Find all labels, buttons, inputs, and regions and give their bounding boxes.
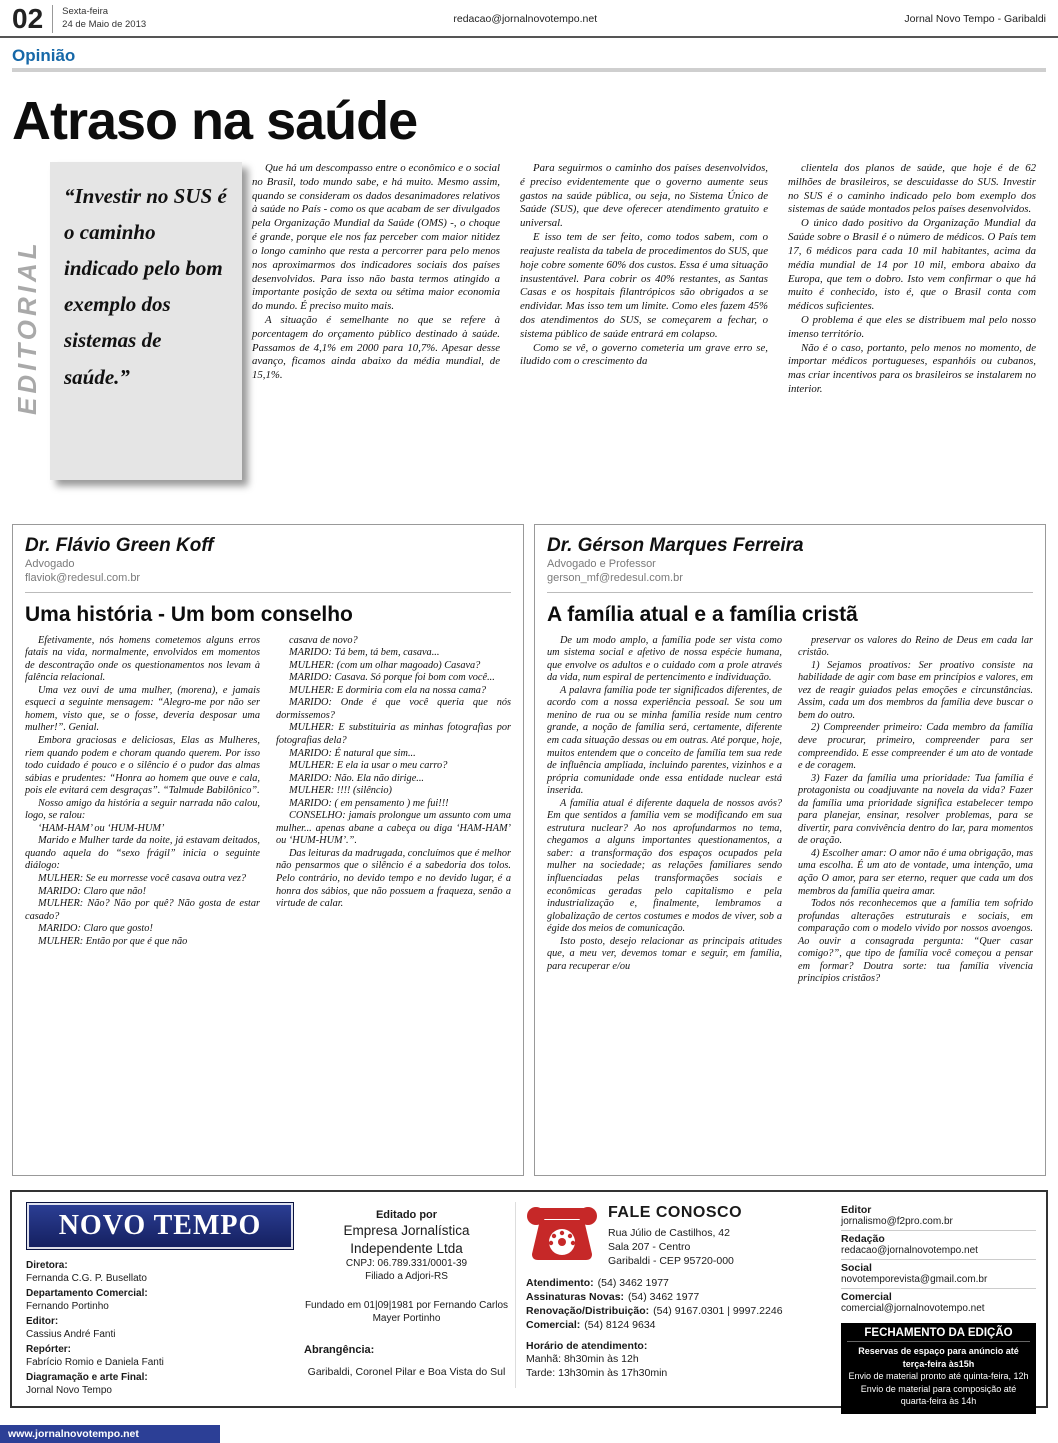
paragraph: Como se vê, o governo cometeria um grave erro se, iludido com o crescimento da: [520, 341, 768, 368]
footer-brand-column: [26, 1202, 294, 1396]
paragraph: MARIDO: Não. Ela não dirige...: [289, 772, 424, 784]
author-name: Dr. Flávio Green Koff: [25, 535, 214, 556]
paragraph: 4) Escolher amar: O amor não é uma obrigação, mas uma escolha. É um ato de vontade, uma intenção, uma ação O amor, para ser eterno, requer que cada um dos membros da família queira amar.: [798, 847, 1033, 897]
paragraph: MULHER: Então por que é que não: [38, 935, 188, 947]
paragraph: clientela dos planos de saúde, que hoje é de 62 milhões de brasileiros, se descuidasse do SUS. Investir no SUS é o caminho indicado pelo bom exemplo dos sistemas de saúde montados pelos países desenvolvidos.: [788, 162, 1036, 216]
paragraph: MARIDO: Tá bem, tá bem, casava...: [289, 647, 440, 659]
item-value: Fernanda C.G. P. Busellato: [26, 1272, 147, 1284]
footer: [10, 1190, 1048, 1408]
paragraph: Das leituras da madrugada, concluímos que é melhor não pensarmos que o silêncio é a sabedoria dos tolos. Pelo contrário, no devido tempo e no devido lugar, é a honra dos sábios, que não possuem a fraqueza, senão a virtude de calar.: [276, 847, 511, 910]
novo-tempo-logo: NOVO TEMPO: [26, 1202, 294, 1250]
footer-publisher-column: [304, 1202, 516, 1388]
paragraph: MARIDO: Claro que gosto!: [38, 923, 153, 935]
item-value: Fabrício Romio e Daniela Fanti: [26, 1356, 164, 1368]
item-label: Renovação/Distribuição:: [526, 1304, 650, 1317]
paper-name: Jornal Novo Tempo - Garibaldi: [904, 13, 1046, 25]
paragraph: Independente Ltda: [350, 1240, 463, 1256]
contact-title: FALE CONOSCO: [608, 1204, 743, 1221]
paragraph: MARIDO: Casava. Só porque foi bom com você...: [289, 672, 495, 684]
labeled-item: [526, 1305, 831, 1317]
item-label: Comercial: [841, 1291, 892, 1303]
paragraph: Rua Júlio de Castilhos, 42: [608, 1227, 730, 1239]
footer-emails-column: [841, 1202, 1036, 1407]
paragraph: A palavra família pode ter significados diferentes, de acordo com a nossa experiência pessoal. Se sou um menino de rua ou se minha família reside num centro grande, a noção de família será, certamente, diferente em cada situação dessas ou em outras. Até porque, hoje, muitos entendem que o conceito de família tem sua rede de influência ampliada, incluindo parentes, vizinhos e a própria comunidade onde essa entidade nuclear está inserida.: [547, 684, 782, 797]
paragraph: Sala 207 - Centro: [608, 1241, 691, 1254]
item-value: (54) 3462 1977: [597, 1276, 669, 1289]
paragraph: Filiado a Adjori-RS: [365, 1271, 448, 1283]
article-right-header: [547, 533, 1033, 593]
staff-credits: [26, 1260, 294, 1397]
paragraph: MARIDO: Onde é que você queria que nós dormissemos?: [276, 697, 511, 721]
paragraph: 2) Compreender primeiro: Cada membro da família deve procurar, primeiro, compreender para ser compreendido. E esse compreender é um ato de vontade e de coragem.: [798, 722, 1033, 772]
closing-title: FECHAMENTO DA EDIÇÃO: [847, 1327, 1030, 1342]
opinion-articles: [12, 524, 1046, 1176]
paragraph: MULHER: E substituiria as minhas fotografias por fotografias dela?: [276, 722, 511, 746]
item-label: Comercial:: [526, 1318, 581, 1331]
article-columns: [25, 635, 511, 949]
labeled-item: [526, 1277, 831, 1289]
paragraph: Uma vez ouvi de uma mulher, (morena), e jamais esqueci a seguinte mensagem: “Alegro-me por não ser homem, visto que, se o fosse, deveria desposar uma mulher!”. Genial.: [25, 684, 260, 734]
founded-line: Fundado em 01|09|1981 por Fernando Carlos Mayer Portinho: [304, 1300, 509, 1325]
labeled-item: [841, 1260, 1036, 1289]
item-value: novotemporevista@gmail.com.br: [841, 1274, 988, 1285]
masthead-email: redacao@jornalnovotempo.net: [453, 13, 598, 25]
paragraph: Tarde: 13h30min às 17h30min: [526, 1366, 668, 1379]
item-label: Atendimento:: [526, 1276, 594, 1289]
section-bar: [12, 46, 1046, 72]
item-label: Social: [841, 1262, 872, 1274]
item-label: Redação: [841, 1233, 885, 1245]
date-box: [53, 6, 146, 32]
paragraph: Empresa Jornalística: [343, 1223, 470, 1239]
item-value: (54) 9167.0301 | 9997.2246: [653, 1304, 783, 1317]
item-value: redacao@jornalnovotempo.net: [841, 1245, 978, 1256]
editorial-section: [12, 162, 1046, 510]
edition-closing-box: [841, 1323, 1036, 1414]
paragraph: MARIDO: É natural que sim...: [289, 747, 416, 759]
item-label: Repórter:: [26, 1344, 72, 1355]
labeled-item: [26, 1372, 294, 1397]
item-label: Diagramação e arte Final:: [26, 1372, 148, 1383]
item-value: Jornal Novo Tempo: [26, 1384, 112, 1396]
date: 24 de Maio de 2013: [62, 19, 147, 30]
article-left-column-1: [25, 635, 260, 949]
paragraph: MARIDO: Claro que não!: [38, 885, 147, 897]
item-value: Fernando Portinho: [26, 1300, 109, 1312]
item-value: (54) 3462 1977: [628, 1290, 700, 1303]
item-value: Cassius André Fanti: [26, 1328, 116, 1340]
edited-by-label: Editado por: [375, 1209, 438, 1221]
paragraph: Nosso amigo da história a seguir narrada não calou, logo, se ralou:: [25, 797, 260, 822]
author-name: Dr. Gérson Marques Ferreira: [547, 535, 804, 556]
paragraph: Reservas de espaço para anúncio até terça-feira às15h: [858, 1346, 1019, 1369]
editorial-column-2: [510, 162, 778, 510]
author-email: gerson_mf@redesul.com.br: [547, 572, 683, 585]
paragraph: Não é o caso, portanto, pelo menos no momento, de importar médicos portugueses, espanhóis ou cubanos, mas criar incentivos para os brasileiros se instalarem no interior.: [788, 341, 1036, 395]
author-email: flaviok@redesul.com.br: [25, 572, 141, 585]
paragraph: 3) Fazer da família uma prioridade: Tua família é protagonista ou coadjuvante na novela da vida? Fazer da família uma prioridade significa estabelecer tempo para planejar, ensinar, resolver problemas, para se divertir, para convivência dentro do lar, para momentos de oração.: [798, 772, 1033, 847]
paragraph: A família atual é diferente daquela de nossos avós? Em que sentidos a família vem se modificando em sua estrutura nuclear? Ao nos aprofundarmos no tema, chegamos a alguns importantes questionamentos, a saber: a transformação dos espaços ocupados pela mulher na sociedade; as relações familiares sendo influenciadas pelas transformações sociais e econômicas geradas pelo capitalismo e pela industrialização e, finalmente, lembramos a globalização de certos costumes e modos de viver, sob a égide dos meios de comunicação.: [547, 797, 782, 935]
editorial-column-3: [778, 162, 1046, 510]
editorial-column-1: [242, 162, 510, 510]
labeled-item: [26, 1260, 294, 1285]
labeled-item: [841, 1231, 1036, 1260]
labeled-item: [26, 1288, 294, 1313]
paragraph: ‘HAM-HAM’ ou ‘HUM-HUM’: [38, 822, 165, 834]
hours-title: Horário de atendimento:: [526, 1339, 648, 1352]
paragraph: O problema é que eles se distribuem mal pelo nosso imenso território.: [788, 313, 1036, 340]
paragraph: casava de novo?: [289, 634, 358, 646]
paragraph: Manhã: 8h30min às 12h: [526, 1352, 639, 1365]
labeled-item: [841, 1289, 1036, 1317]
website-bar: www.jornalnovotempo.net: [0, 1425, 220, 1443]
author-role: Advogado e Professor: [547, 558, 656, 570]
labeled-item: [26, 1316, 294, 1341]
article-left-column-2: [276, 635, 511, 949]
editorial-kicker: EDITORIAL: [12, 239, 42, 415]
paragraph: CONSELHO: jamais prolongue um assunto com uma mulher... apenas abane a cabeça ou diga ‘HAM-HAM’ ou ‘HUM-HUM’.”.: [276, 810, 511, 847]
footer-contact-column: [526, 1202, 831, 1388]
publisher-lines: [304, 1222, 509, 1283]
article-left: [12, 524, 524, 1176]
paragraph: 1) Sejamos proativos: Ser proativo consiste na habilidade de agir com base em princípios e valores, em vez de reagir guiados pelas emoções e circunstâncias. Assim, cada um dos membros da família deve buscar o bem do outro.: [798, 659, 1033, 721]
paragraph: O único dado positivo da Organização Mundial da Saúde sobre o Brasil é o número de médicos. O País tem 17, 6 médicos para cada 10 mil habitantes, acima da média mundial de 14 por 10 mil, embora abaixo da Europa, que tem o dobro. Isto vem confirmar o que há muito é conhecido, isto é, que o Brasil conta com médicos suficientes.: [788, 217, 1036, 313]
paragraph: Garibaldi - CEP 95720-000: [608, 1255, 734, 1268]
closing-lines: [847, 1345, 1030, 1408]
article-columns: [547, 635, 1033, 986]
coverage-label: Abrangência:: [304, 1344, 375, 1357]
paragraph: E isso tem de ser feito, como todos sabem, com o reajuste realista da tabela de procedimentos do SUS, que hoje cobre somente 60% dos custos. Essa é uma situação insustentável. Para cobrir os 40% restantes, as Santas Casas e os hospitais filantrópicos são obrigados a se endividar. Mas isso tem um limite. Como eles fazem 45% dos atendimentos do SUS, se começarem a fechar, o sistema público de saúde entrará em colapso.: [520, 231, 768, 340]
paragraph: MULHER: E ela ia usar o meu carro?: [289, 760, 448, 772]
paragraph: De um modo amplo, a família pode ser vista como um sistema social e afetivo de nossa espécie humana, que envolve os adultos e o cuidado com a prole através da vida, num espiral de pertencimento e individuação.: [547, 634, 782, 684]
item-label: Editor:: [26, 1316, 59, 1327]
paragraph: Isto posto, desejo relacionar as principais atitudes que, a meu ver, devemos tomar e seguir, em família, para recuperar e/ou: [547, 935, 782, 972]
paragraph: Que há um descompasso entre o econômico e o social no Brasil, todo mundo sabe, e há muito. Mesmo assim, quando se consideram os dados desanimadores relativos à saúde no País - como os que acabam de ser divulgados pela Organização Mundial da Saúde (OMS) -, o choque é grande, porque ele nos faz perceber com maior nitidez o longo caminho que resta a percorrer para pelo menos nos aproximarmos dos indicadores sociais dos países desenvolvidos. Para isso não basta termos atingido a importante posição de sexta ou sétima maior economia do mundo. É preciso muito mais.: [252, 162, 500, 313]
article-left-header: [25, 533, 511, 593]
pull-quote: “Investir no SUS é o caminho indicado pelo bom exemplo dos sistemas de saúde.”: [50, 162, 242, 480]
paragraph: Envio de material para composição até quarta-feira às 14h: [860, 1383, 1017, 1407]
item-label: Editor: [841, 1204, 872, 1216]
paragraph: Embora graciosas e deliciosas, Elas as Mulheres, riem quando podem e choram quando querem. Por isso todo cuidado é pouco e o silêncio é o pudor das almas sábias e prudentes: “Honra ao homem que ouve e cala, pois ele evitará cem desgraças”. “Talmude Babilônico”.: [25, 734, 260, 797]
contact-top: [526, 1202, 831, 1269]
paragraph: MULHER: E dormiria com ela na nossa cama?: [289, 684, 487, 696]
article-right-column-1: [547, 635, 782, 986]
phone-icon: [526, 1202, 598, 1264]
item-value: jornalismo@f2pro.com.br: [841, 1216, 953, 1227]
labeled-item: [526, 1319, 831, 1331]
paragraph: Todos nós reconhecemos que a família tem sofrido profundas alterações estruturais e sociais, em comparação com o modelo vivido por nossos avoengos. Ao ouvir a consagrada pergunta: “Quer casar comigo?”, que tipo de família você começou a pensar em formar? Doutra sorte: tua família vivencia princípios cristãos?: [798, 898, 1033, 985]
paragraph: MARIDO: ( em pensamento ) me fui!!!: [289, 797, 449, 809]
paragraph: MULHER: (com um olhar magoado) Casava?: [289, 659, 481, 671]
paragraph: preservar os valores do Reino de Deus em cada lar cristão.: [798, 634, 1033, 659]
editorial-headline: Atraso na saúde: [12, 91, 418, 151]
paragraph: MULHER: Se eu morresse você casava outra vez?: [38, 872, 247, 884]
item-label: Assinaturas Novas:: [526, 1290, 625, 1303]
paragraph: CNPJ: 06.789.331/0001-39: [345, 1258, 468, 1270]
labeled-item: [526, 1291, 831, 1303]
item-label: Diretora:: [26, 1260, 68, 1271]
paragraph: Efetivamente, nós homens cometemos alguns erros fatais na vida, normalmente, envolvidos em momentos de descontração onde os questionamentos nos levam à falência relacional.: [25, 634, 260, 684]
labeled-item: [841, 1202, 1036, 1231]
item-value: (54) 8124 9634: [584, 1318, 656, 1331]
contact-phones: [526, 1277, 831, 1331]
masthead: [0, 0, 1058, 38]
item-value: comercial@jornalnovotempo.net: [841, 1303, 985, 1314]
labeled-item: [26, 1344, 294, 1369]
weekday: Sexta-feira: [62, 6, 109, 18]
paragraph: A situação é semelhante no que se refere à porcentagem do orçamento público destinado à saúde. Passamos de 4,1% em 2000 para 10,7%. Apesar desse avanço, ficamos ainda abaixo da média mundial, de 15,1%.: [252, 313, 500, 382]
paragraph: Envio de material pronto até quinta-feira, 12h: [848, 1371, 1029, 1382]
paragraph: MULHER: !!!! (silêncio): [289, 785, 392, 797]
author-role: Advogado: [25, 558, 75, 570]
coverage-value: Garibaldi, Coronel Pilar e Boa Vista do Sul: [307, 1365, 506, 1378]
article-right: [534, 524, 1046, 1176]
paragraph: Marido e Mulher tarde da noite, já estavam deitados, quando aquela do “sexo frágil” inicia o seguinte diálogo:: [25, 835, 260, 872]
article-title: A família atual e a família cristã: [547, 602, 858, 626]
paragraph: Para seguirmos o caminho dos países desenvolvidos, é preciso evidentemente que o governo aumente seus gastos na saúde pública, ou seja, no Sistema Único de Saúde (SUS), que deve oferecer atendimento gratuito e universal.: [520, 162, 768, 230]
item-label: Departamento Comercial:: [26, 1288, 148, 1299]
section-label: Opinião: [12, 46, 76, 65]
article-title: Uma história - Um bom conselho: [25, 602, 353, 626]
article-right-column-2: [798, 635, 1033, 986]
page-number: 02: [12, 5, 53, 33]
hours-lines: [526, 1352, 831, 1380]
paragraph: MULHER: Não? Não por quê? Não gosta de estar casado?: [25, 898, 260, 922]
email-list: [841, 1202, 1036, 1317]
